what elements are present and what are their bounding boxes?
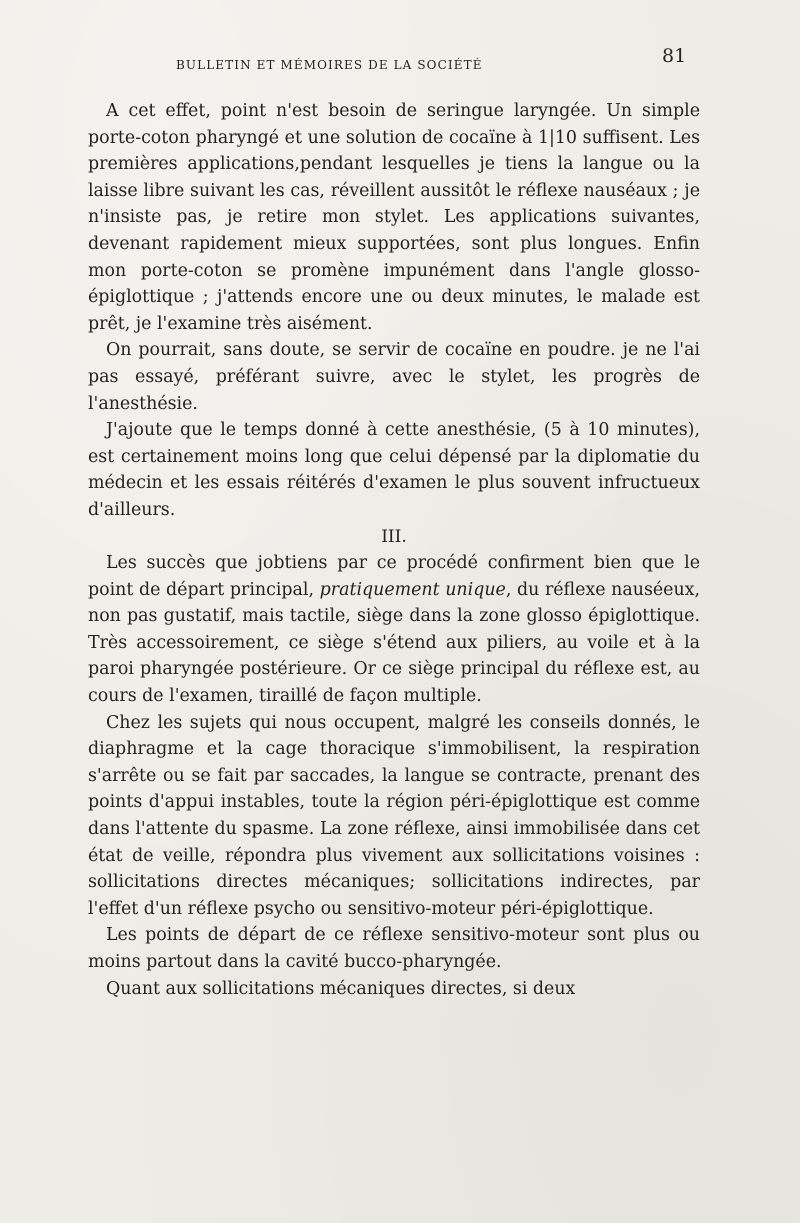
paragraph-7: Quant aux sollicitations mécaniques directes, si deux [106, 978, 576, 999]
paragraph-6: Les points de départ de ce réflexe sensitivo-moteur sont plus ou moins partout dans la cavité bucco-pharyngée. [88, 925, 700, 972]
paragraph-4 [88, 550, 700, 710]
paragraph-4-part-2: , du réflexe nauséeux, non pas gustatif, mais tactile, siège dans la zone glosso épiglottique. Très accessoirement, ce siège s'étend aux piliers, au voile et à la paroi pharyngée postérieure. Or ce siège principal du réflexe est, au cours de l'examen, tiraillé de façon multiple. [88, 579, 700, 707]
paragraph-4-part-1: Les succès que jobtiens par ce procédé confirment bien que le point de départ principal, [88, 553, 700, 600]
body-text [88, 98, 700, 1002]
paragraph-2: On pourrait, sans doute, se servir de cocaïne en poudre. je ne l'ai pas essayé, préférant suivre, avec le stylet, les progrès de l'anesthésie. [88, 340, 700, 414]
section-heading: III. [381, 526, 407, 547]
paragraph-4-emphasis: pratiquement unique [319, 579, 506, 600]
running-header: BULLETIN ET MÉMOIRES DE LA SOCIÉTÉ [176, 58, 483, 72]
paragraph-5: Chez les sujets qui nous occupent, malgré les conseils donnés, le diaphragme et la cage thoracique s'immobilisent, la respiration s'arrête ou se fait par saccades, la langue se contracte, prenant des points d'appui instables, toute la région péri-épiglottique est comme dans l'attente du spasme. La zone réflexe, ainsi immobilisée dans cet état de veille, répondra plus vivement aux sollicitations voisines : sollicitations directes mécaniques; sollicitations indirectes, par l'effet d'un réflexe psycho ou sensitivo-moteur péri-épiglottique. [88, 712, 700, 919]
paragraph-3: J'ajoute que le temps donné à cette anesthésie, (5 à 10 minutes), est certainement moins long que celui dépensé par la diplomatie du médecin et les essais réitérés d'examen le plus souvent infructueux d'ailleurs. [88, 420, 700, 520]
page-number: 81 [662, 45, 687, 67]
paragraph-1: A cet effet, point n'est besoin de seringue laryngée. Un simple porte-coton pharyngé et une solution de cocaïne à 1|10 suffisent. Les premières applications,pendant lesquelles je tiens la langue ou la laisse libre suivant les cas, réveillent aussitôt le réflexe nauséaux ; je n'insiste pas, je retire mon stylet. Les applications suivantes, devenant rapidement mieux supportées, sont plus longues. Enfin mon porte-coton se promène impunément dans l'angle glosso-épiglottique ; j'attends encore une ou deux minutes, le malade est prêt, je l'examine très aisément. [88, 101, 700, 334]
